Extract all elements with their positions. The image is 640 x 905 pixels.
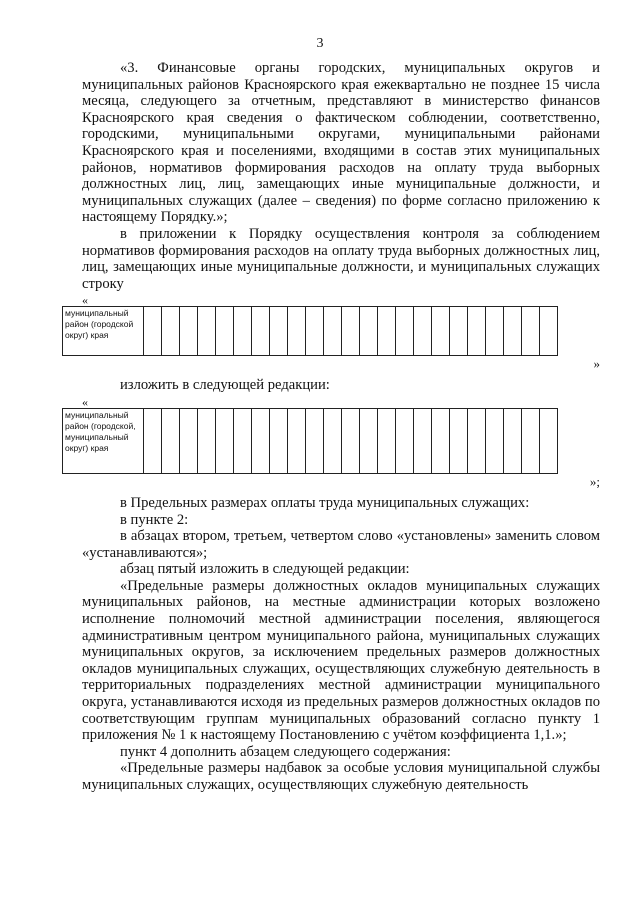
paragraph: в абзацах втором, третьем, четвертом слово «установлены» заменить словом «устанавливаются»; — [82, 528, 600, 561]
quote-open: « — [82, 394, 88, 409]
quote-close: »; — [589, 473, 600, 489]
paragraph: в пункте 2: — [120, 511, 189, 528]
paragraph: изложить в следующей редакции: — [120, 377, 330, 394]
paragraph: «Предельные размеры надбавок за особые условия муниципальной службы муниципальных служащих, осуществляющих служебную деятельность — [82, 760, 600, 793]
paragraph: в Предельных размерах оплаты труда муниципальных служащих: — [120, 494, 530, 511]
paragraph: абзац пятый изложить в следующей редакции: — [120, 561, 410, 578]
paragraph: в приложении к Порядку осуществления контроля за соблюдением нормативов формирования расходов на оплату труда выборных должностных лиц, лиц, замещающих иные муниципальные должности, и муниципальных служащих строку — [82, 225, 600, 292]
document-body — [65, 60, 600, 794]
table-row-new — [62, 408, 558, 474]
page-number: 3 — [316, 36, 324, 51]
row-label: муниципальный район (городской округ) края — [63, 307, 144, 356]
paragraph: «Предельные размеры должностных окладов муниципальных служащих муниципальных районов, на местные администрации которых возложено исполнение полномочий местной администрации поселения, являющегося административным центром муниципального района, муниципальных служащих муниципальных округов, за исключением предельных размеров должностных окладов муниципальных служащих, осуществляющих служебную деятельность в территориальных подразделениях местной администрации муниципального округа, устанавливаются исходя из предельных размеров должностных окладов по соответствующим группам муниципальных образований согласно пункту 1 приложения № 1 к настоящему Постановлению с учётом коэффициента 1,1.»; — [82, 577, 600, 744]
quote-open: « — [82, 293, 88, 308]
table-row-old — [62, 306, 558, 356]
paragraph: пункт 4 дополнить абзацем следующего содержания: — [120, 743, 451, 760]
quote-close: » — [593, 356, 600, 372]
paragraph: «3. Финансовые органы городских, муниципальных округов и муниципальных районов Красноярского края ежеквартально не позднее 15 числа месяца, следующего за отчетным, представляют в министерство финансов Красноярского края сведения о фактическом соблюдении, соответственно, городскими, муниципальными округами, муниципальными районами Красноярского края и поселениями, входящими в состав этих муниципальных районов, нормативов формирования расходов на оплату труда выборных должностных лиц, лиц, замещающих иные муниципальные должности, и муниципальных служащих (далее – сведения) по форме согласно приложению к настоящему Порядку.»; — [82, 60, 600, 226]
row-label: муниципальный район (городской, муниципальный округ) края — [63, 408, 144, 473]
